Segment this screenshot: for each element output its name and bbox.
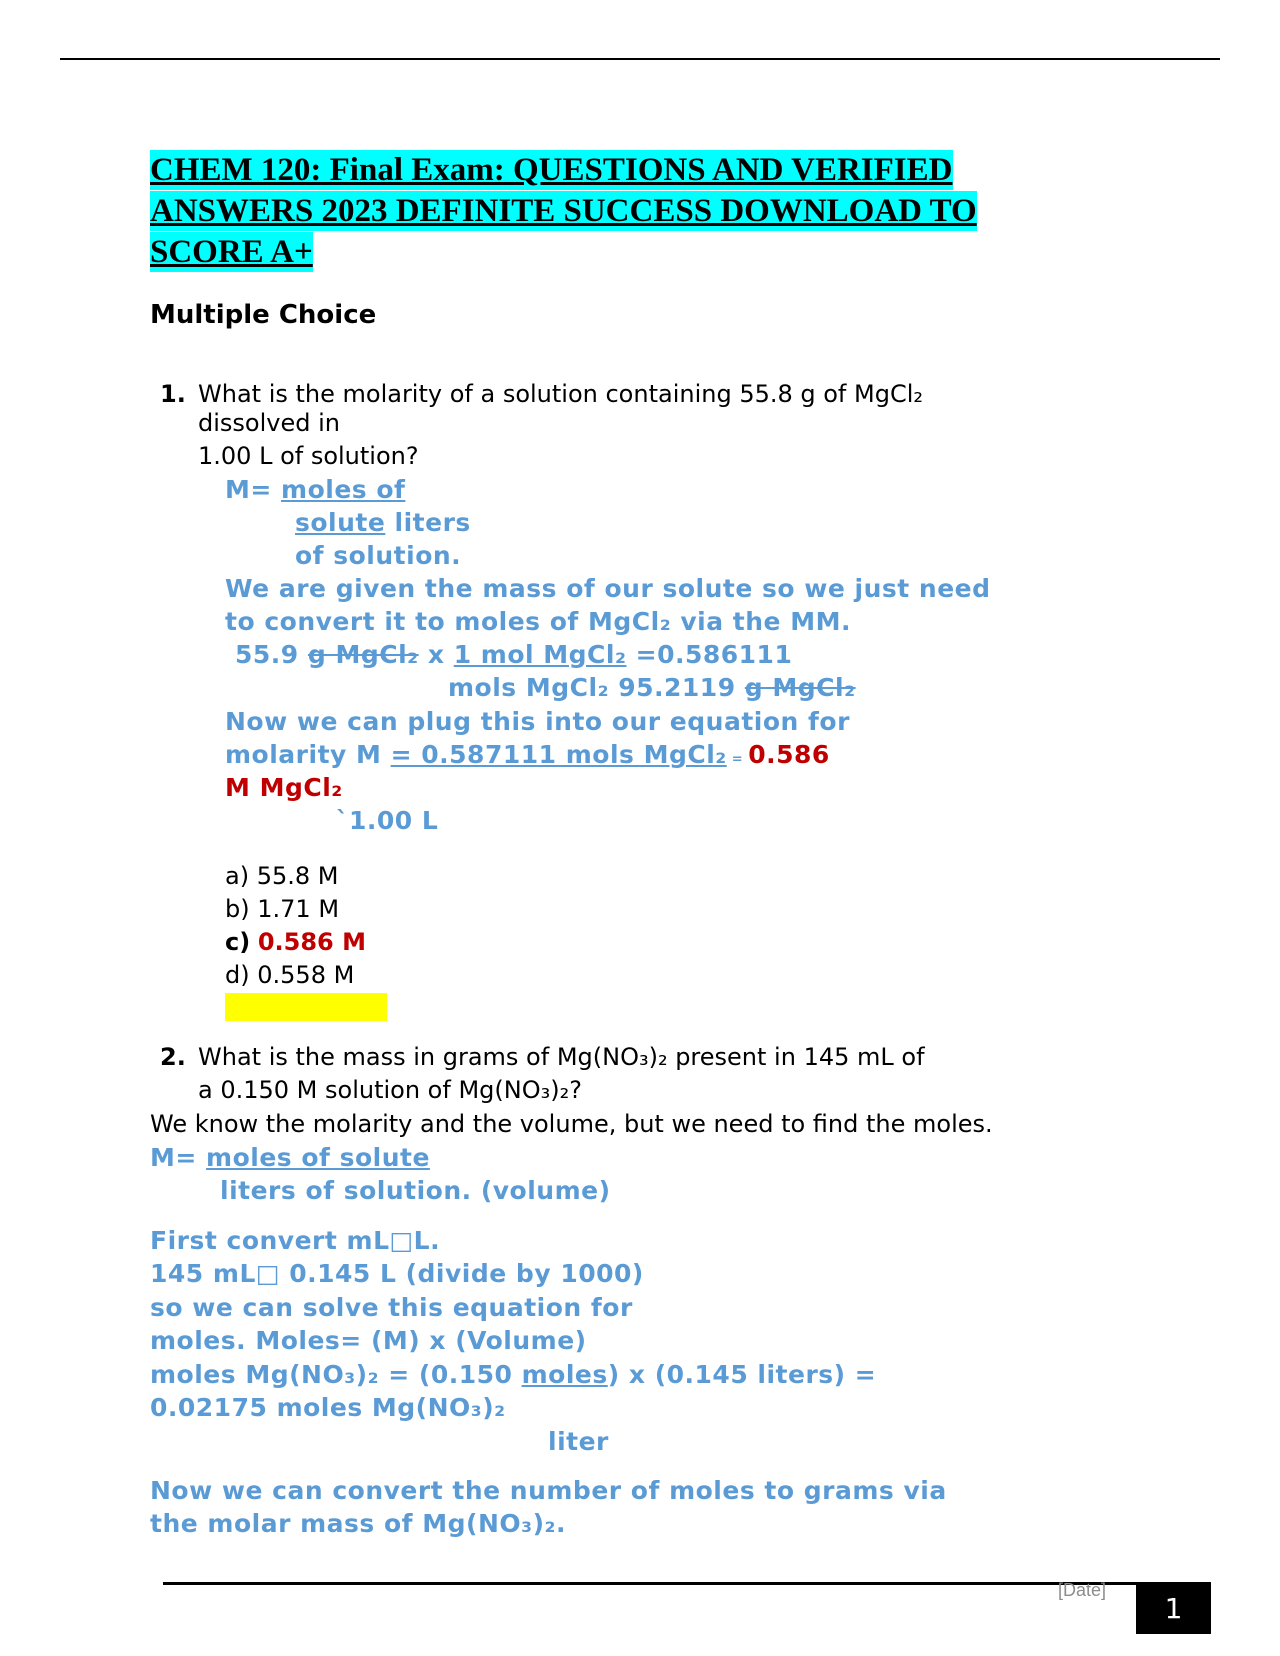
calculation-line: moles Mg(NO₃)₂ = (0.150 moles) x (0.145 liters) =: [150, 1360, 877, 1389]
explanation-line: Now we can plug this into our equation for: [225, 707, 850, 736]
explanation-line: 145 mL□ 0.145 L (divide by 1000): [150, 1259, 644, 1288]
calculation-line: molarity M = 0.587111 mols MgCl₂ = 0.586: [225, 740, 830, 769]
formula-line: M= moles of solute: [150, 1143, 430, 1172]
section-heading: Multiple Choice: [150, 300, 377, 330]
highlight-block: [225, 993, 387, 1021]
calculation-line: mols MgCl₂ 95.2119 g MgCl₂: [448, 673, 856, 702]
explanation-line: to convert it to moles of MgCl₂ via the MM.: [225, 607, 851, 636]
calculation-line: 55.9 g MgCl₂ x 1 mol MgCl₂ =0.586111: [235, 640, 793, 669]
footer-date: [Date]: [1058, 1580, 1107, 1600]
question-text-line: dissolved in: [198, 409, 340, 437]
note-line: We know the molarity and the volume, but we need to find the moles.: [150, 1110, 993, 1138]
explanation-line: We are given the mass of our solute so we just need: [225, 574, 991, 603]
calculation-denominator: liter: [548, 1427, 609, 1456]
title-line-3: SCORE A+: [150, 234, 313, 270]
option-b[interactable]: b) 1.71 M: [225, 895, 340, 923]
calculation-denominator: `1.00 L: [336, 806, 439, 835]
calculation-line: 0.02175 moles Mg(NO₃)₂: [150, 1393, 506, 1422]
top-rule: [60, 58, 1220, 60]
footer-rule: [163, 1582, 1140, 1585]
explanation-line: First convert mL□L.: [150, 1226, 441, 1255]
option-a[interactable]: a) 55.8 M: [225, 862, 339, 890]
formula-line: M= moles of: [225, 475, 406, 504]
answer-unit: M MgCl₂: [225, 773, 343, 802]
explanation-line: moles. Moles= (M) x (Volume): [150, 1326, 587, 1355]
explanation-line: so we can solve this equation for: [150, 1293, 633, 1322]
formula-line: liters of solution. (volume): [220, 1176, 611, 1205]
question-text-line: 1.00 L of solution?: [198, 442, 419, 470]
explanation-line: the molar mass of Mg(NO₃)₂.: [150, 1509, 566, 1538]
explanation-line: Now we can convert the number of moles to grams via: [150, 1476, 947, 1505]
question-text-line: a 0.150 M solution of Mg(NO₃)₂?: [198, 1076, 582, 1104]
formula-line: of solution.: [295, 541, 462, 570]
question-text-line: What is the molarity of a solution containing 55.8 g of MgCl₂: [198, 380, 923, 408]
page-number: 1: [1136, 1582, 1211, 1634]
title-line-1: CHEM 120: Final Exam: QUESTIONS AND VERIFIED: [150, 152, 953, 188]
question-number: 2.: [160, 1043, 186, 1071]
question-text-line: What is the mass in grams of Mg(NO₃)₂ present in 145 mL of: [198, 1043, 925, 1071]
option-c-correct[interactable]: c) 0.586 M: [225, 928, 366, 956]
question-number: 1.: [160, 380, 186, 408]
formula-line: solute liters: [295, 508, 471, 537]
option-d[interactable]: d) 0.558 M: [225, 961, 355, 989]
title-line-2: ANSWERS 2023 DEFINITE SUCCESS DOWNLOAD TO: [150, 193, 977, 229]
